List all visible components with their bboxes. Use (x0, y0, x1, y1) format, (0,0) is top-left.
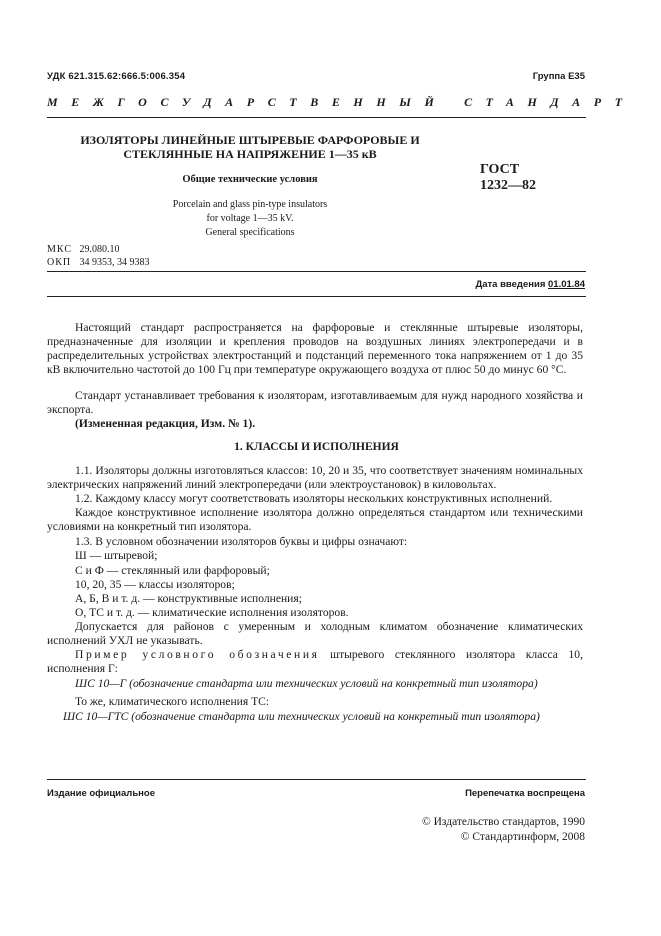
group-code: Группа Е35 (532, 71, 585, 82)
date-rule (47, 296, 586, 297)
okp-value: 34 9353, 34 9383 (79, 257, 150, 268)
introduction-date (475, 279, 585, 290)
legend-item: С и Ф — стеклянный или фарфоровый; (75, 564, 270, 577)
legend-item: О, ТС и т. д. — климатические исполнения изоляторов. (75, 606, 349, 619)
copyright-line-1: © Издательство стандартов, 1990 (421, 816, 585, 828)
legend-item: 10, 20, 35 — классы изоляторов; (75, 578, 235, 591)
clause-1-1: 1.1. Изоляторы должны изготовляться классов: 10, 20 и 35, что соответствует значениям номинальных электрических напряжений линий электропередачи (или электроустановок) в киловольтах. (47, 464, 583, 491)
classification-codes (47, 243, 150, 269)
introduction-date-label: Дата введения (475, 279, 549, 290)
legend-item: Ш — штыревой; (75, 549, 158, 562)
paragraph-example (47, 648, 583, 676)
example-designation-2: ШС 10—ГТС (обозначение стандарта или технических условий на конкретный тип изолятора) (63, 710, 540, 723)
okp-label: ОКП (47, 257, 72, 268)
clause-1-2: 1.2. Каждому классу могут соответствовать изоляторы нескольких конструктивных исполнений. (75, 492, 553, 505)
official-edition-note: Издание официальное (47, 788, 155, 799)
title-line-2: СТЕКЛЯННЫЕ НА НАПРЯЖЕНИЕ 1—35 кВ (123, 147, 377, 161)
introduction-date-value: 01.01.84 (548, 279, 585, 290)
paragraph-climate-note: Допускается для районов с умеренным и холодным климатом обозначение климатических исполнений УХЛ не указывать. (47, 620, 583, 647)
okp-row (47, 256, 150, 269)
section-heading: 1. КЛАССЫ И ИСПОЛНЕНИЯ (234, 441, 399, 453)
footer-rule (47, 779, 586, 780)
header-rule (47, 117, 586, 118)
english-title-line-3: General specifications (205, 227, 295, 238)
mks-row (47, 243, 150, 256)
codes-rule (47, 271, 586, 272)
gost-label: ГОСТ (480, 162, 520, 177)
interstate-standard-banner: МЕЖГОСУДАРСТВЕННЫЙ СТАНДАРТ (47, 95, 636, 109)
mks-label: МКС (47, 244, 72, 255)
udk-code: УДК 621.315.62:666.5:006.354 (47, 71, 186, 82)
paragraph-design-definition: Каждое конструктивное исполнение изолятора должно определяться стандартом или техническими условиями на конкретный тип изолятора. (47, 506, 583, 533)
copyright-line-2: © Стандартинформ, 2008 (460, 831, 585, 843)
paragraph-same-climate: То же, климатического исполнения ТС: (75, 695, 270, 708)
title-line-1: ИЗОЛЯТОРЫ ЛИНЕЙНЫЕ ШТЫРЕВЫЕ ФАРФОРОВЫЕ И (80, 133, 420, 147)
english-title (60, 198, 440, 240)
example-designation-1: ШС 10—Г (обозначение стандарта или технических условий на конкретный тип изолятора) (75, 677, 538, 690)
mks-value: 29.080.10 (79, 244, 120, 255)
example-text: штыревого стеклянного изолятора класса 10, исполнения Г: (47, 648, 583, 675)
gost-number (480, 162, 536, 194)
document-title (60, 133, 440, 161)
paragraph-scope: Настоящий стандарт распространяется на фарфоровые и стеклянные штыревые изоляторы, предназначенные для изоляции и крепления проводов на воздушных линиях электропередачи и в распределительных устройствах электростанций и подстанций переменного тока напряжением от 1 до 35 кВ включительно частотой до 100 Гц при температуре окружающего воздуха от плюс 50 до минус 60 °С. (47, 321, 583, 376)
example-label: Пример условного обозначения (75, 648, 320, 661)
document-subtitle: Общие технические условия (182, 174, 318, 185)
paragraph-requirements: Стандарт устанавливает требования к изоляторам, изготавливаемым для нужд народного хозяйства и экспорта. (47, 389, 583, 416)
clause-1-3: 1.3. В условном обозначении изоляторов буквы и цифры означают: (75, 535, 408, 548)
amendment-note: (Измененная редакция, Изм. № 1). (75, 417, 256, 430)
copyright-block (422, 815, 585, 845)
gost-code: 1232—82 (480, 178, 536, 193)
english-title-line-1: Porcelain and glass pin-type insulators (172, 199, 328, 210)
legend-item: А, Б, В и т. д. — конструктивные исполнения; (75, 592, 302, 605)
reprint-prohibited-note: Перепечатка воспрещена (465, 788, 585, 799)
english-title-line-2: for voltage 1—35 kV. (206, 213, 294, 224)
